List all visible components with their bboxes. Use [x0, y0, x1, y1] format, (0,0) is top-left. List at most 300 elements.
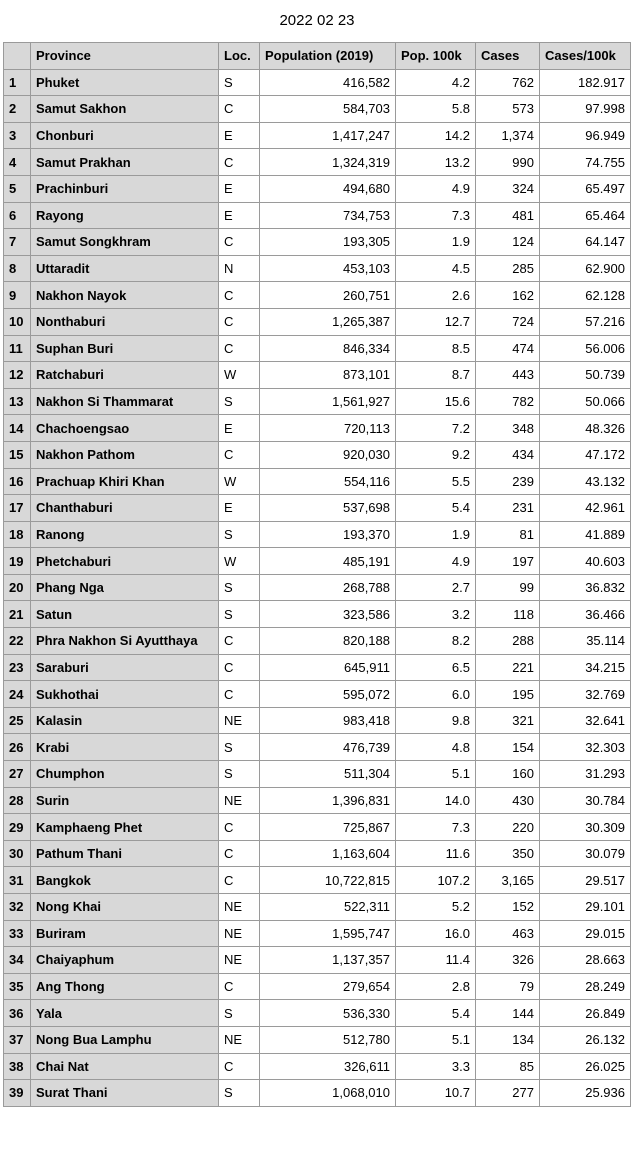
province-name: Ang Thong	[31, 973, 219, 1000]
cases: 152	[476, 894, 540, 921]
row-index: 35	[4, 973, 31, 1000]
cases-per-100k: 50.739	[540, 362, 631, 389]
region-loc: E	[219, 202, 260, 229]
population: 1,324,319	[260, 149, 396, 176]
cases: 288	[476, 628, 540, 655]
row-index: 34	[4, 947, 31, 974]
table-row	[4, 495, 631, 522]
population: 453,103	[260, 255, 396, 282]
population: 734,753	[260, 202, 396, 229]
table-row	[4, 521, 631, 548]
pop-100k: 4.5	[396, 255, 476, 282]
cases-per-100k: 62.900	[540, 255, 631, 282]
population: 193,370	[260, 521, 396, 548]
table-row	[4, 335, 631, 362]
province-name: Saraburi	[31, 654, 219, 681]
population: 193,305	[260, 229, 396, 256]
population: 846,334	[260, 335, 396, 362]
row-index: 15	[4, 441, 31, 468]
pop-100k: 8.5	[396, 335, 476, 362]
cases-per-100k: 57.216	[540, 308, 631, 335]
region-loc: C	[219, 973, 260, 1000]
cases: 154	[476, 734, 540, 761]
cases: 195	[476, 681, 540, 708]
row-index: 21	[4, 601, 31, 628]
table-row	[4, 1080, 631, 1107]
region-loc: W	[219, 548, 260, 575]
region-loc: S	[219, 69, 260, 96]
province-name: Chonburi	[31, 122, 219, 149]
row-index: 9	[4, 282, 31, 309]
province-name: Chaiyaphum	[31, 947, 219, 974]
population: 983,418	[260, 707, 396, 734]
row-index: 5	[4, 175, 31, 202]
row-index: 29	[4, 814, 31, 841]
table-row	[4, 1053, 631, 1080]
province-name: Ratchaburi	[31, 362, 219, 389]
row-index: 14	[4, 415, 31, 442]
row-index: 38	[4, 1053, 31, 1080]
table-row	[4, 1026, 631, 1053]
table-row	[4, 867, 631, 894]
pop-100k: 5.1	[396, 1026, 476, 1053]
table-row	[4, 149, 631, 176]
population: 725,867	[260, 814, 396, 841]
cases-per-100k: 43.132	[540, 468, 631, 495]
cases-per-100k: 32.641	[540, 707, 631, 734]
cases: 124	[476, 229, 540, 256]
cases: 239	[476, 468, 540, 495]
table-row	[4, 814, 631, 841]
row-index: 1	[4, 69, 31, 96]
province-name: Pathum Thani	[31, 840, 219, 867]
pop-100k: 5.1	[396, 761, 476, 788]
cases-per-100k: 28.249	[540, 973, 631, 1000]
pop-100k: 14.2	[396, 122, 476, 149]
province-name: Nakhon Si Thammarat	[31, 388, 219, 415]
table-row	[4, 255, 631, 282]
row-index: 7	[4, 229, 31, 256]
region-loc: S	[219, 601, 260, 628]
region-loc: NE	[219, 920, 260, 947]
population: 720,113	[260, 415, 396, 442]
pop-100k: 107.2	[396, 867, 476, 894]
region-loc: E	[219, 175, 260, 202]
population: 326,611	[260, 1053, 396, 1080]
region-loc: E	[219, 415, 260, 442]
table-row	[4, 548, 631, 575]
population: 536,330	[260, 1000, 396, 1027]
cases-per-100k: 30.079	[540, 840, 631, 867]
pop-100k: 4.9	[396, 548, 476, 575]
table-row	[4, 920, 631, 947]
cases-per-100k: 62.128	[540, 282, 631, 309]
population: 1,595,747	[260, 920, 396, 947]
region-loc: C	[219, 681, 260, 708]
province-name: Surat Thani	[31, 1080, 219, 1107]
pop-100k: 5.5	[396, 468, 476, 495]
pop-100k: 5.8	[396, 96, 476, 123]
header-index	[4, 43, 31, 70]
pop-100k: 11.6	[396, 840, 476, 867]
row-index: 16	[4, 468, 31, 495]
pop-100k: 12.7	[396, 308, 476, 335]
pop-100k: 10.7	[396, 1080, 476, 1107]
cases-per-100k: 25.936	[540, 1080, 631, 1107]
population: 595,072	[260, 681, 396, 708]
cases-per-100k: 182.917	[540, 69, 631, 96]
province-name: Phetchaburi	[31, 548, 219, 575]
row-index: 19	[4, 548, 31, 575]
region-loc: NE	[219, 1026, 260, 1053]
table-row	[4, 388, 631, 415]
table-row	[4, 734, 631, 761]
table-row	[4, 947, 631, 974]
pop-100k: 4.2	[396, 69, 476, 96]
table-row	[4, 601, 631, 628]
province-name: Nakhon Pathom	[31, 441, 219, 468]
region-loc: NE	[219, 947, 260, 974]
row-index: 33	[4, 920, 31, 947]
cases-per-100k: 34.215	[540, 654, 631, 681]
row-index: 6	[4, 202, 31, 229]
region-loc: S	[219, 521, 260, 548]
row-index: 20	[4, 574, 31, 601]
row-index: 22	[4, 628, 31, 655]
province-name: Bangkok	[31, 867, 219, 894]
cases: 350	[476, 840, 540, 867]
row-index: 10	[4, 308, 31, 335]
region-loc: N	[219, 255, 260, 282]
province-name: Samut Prakhan	[31, 149, 219, 176]
cases-per-100k: 36.832	[540, 574, 631, 601]
table-row	[4, 654, 631, 681]
province-name: Suphan Buri	[31, 335, 219, 362]
province-name: Nonthaburi	[31, 308, 219, 335]
region-loc: S	[219, 1000, 260, 1027]
province-name: Samut Songkhram	[31, 229, 219, 256]
row-index: 2	[4, 96, 31, 123]
province-name: Chai Nat	[31, 1053, 219, 1080]
cases: 3,165	[476, 867, 540, 894]
population: 485,191	[260, 548, 396, 575]
cases-per-100k: 47.172	[540, 441, 631, 468]
table-row	[4, 681, 631, 708]
row-index: 11	[4, 335, 31, 362]
cases-per-100k: 30.784	[540, 787, 631, 814]
province-name: Yala	[31, 1000, 219, 1027]
province-name: Kalasin	[31, 707, 219, 734]
table-row	[4, 229, 631, 256]
region-loc: C	[219, 867, 260, 894]
cases: 762	[476, 69, 540, 96]
population: 476,739	[260, 734, 396, 761]
row-index: 37	[4, 1026, 31, 1053]
cases: 81	[476, 521, 540, 548]
cases-per-100k: 96.949	[540, 122, 631, 149]
row-index: 3	[4, 122, 31, 149]
table-row	[4, 415, 631, 442]
cases-per-100k: 28.663	[540, 947, 631, 974]
cases-per-100k: 29.101	[540, 894, 631, 921]
table-row	[4, 787, 631, 814]
row-index: 24	[4, 681, 31, 708]
region-loc: C	[219, 149, 260, 176]
table-row	[4, 468, 631, 495]
population: 820,188	[260, 628, 396, 655]
row-index: 39	[4, 1080, 31, 1107]
cases: 277	[476, 1080, 540, 1107]
cases: 118	[476, 601, 540, 628]
table-row	[4, 175, 631, 202]
region-loc: C	[219, 1053, 260, 1080]
population: 1,137,357	[260, 947, 396, 974]
cases-per-100k: 42.961	[540, 495, 631, 522]
province-name: Samut Sakhon	[31, 96, 219, 123]
header-province: Province	[31, 43, 219, 70]
region-loc: C	[219, 96, 260, 123]
cases-per-100k: 65.497	[540, 175, 631, 202]
table-row	[4, 1000, 631, 1027]
population: 511,304	[260, 761, 396, 788]
cases: 160	[476, 761, 540, 788]
region-loc: C	[219, 654, 260, 681]
population: 1,163,604	[260, 840, 396, 867]
row-index: 28	[4, 787, 31, 814]
cases-per-100k: 26.132	[540, 1026, 631, 1053]
cases: 443	[476, 362, 540, 389]
cases: 144	[476, 1000, 540, 1027]
population: 1,396,831	[260, 787, 396, 814]
province-name: Kamphaeng Phet	[31, 814, 219, 841]
population: 323,586	[260, 601, 396, 628]
pop-100k: 6.0	[396, 681, 476, 708]
row-index: 12	[4, 362, 31, 389]
row-index: 13	[4, 388, 31, 415]
cases: 197	[476, 548, 540, 575]
pop-100k: 9.2	[396, 441, 476, 468]
province-cases-table	[3, 42, 631, 1107]
region-loc: NE	[219, 787, 260, 814]
cases-per-100k: 29.015	[540, 920, 631, 947]
region-loc: C	[219, 840, 260, 867]
population: 522,311	[260, 894, 396, 921]
pop-100k: 11.4	[396, 947, 476, 974]
table-row	[4, 574, 631, 601]
population: 1,561,927	[260, 388, 396, 415]
table-row	[4, 122, 631, 149]
cases-per-100k: 32.303	[540, 734, 631, 761]
cases: 1,374	[476, 122, 540, 149]
cases: 231	[476, 495, 540, 522]
region-loc: C	[219, 814, 260, 841]
table-row	[4, 282, 631, 309]
region-loc: NE	[219, 707, 260, 734]
region-loc: E	[219, 122, 260, 149]
table-row	[4, 308, 631, 335]
cases-per-100k: 97.998	[540, 96, 631, 123]
population: 554,116	[260, 468, 396, 495]
pop-100k: 14.0	[396, 787, 476, 814]
population: 494,680	[260, 175, 396, 202]
population: 279,654	[260, 973, 396, 1000]
population: 537,698	[260, 495, 396, 522]
province-name: Uttaradit	[31, 255, 219, 282]
cases: 326	[476, 947, 540, 974]
region-loc: W	[219, 362, 260, 389]
cases-per-100k: 30.309	[540, 814, 631, 841]
region-loc: NE	[219, 894, 260, 921]
cases: 321	[476, 707, 540, 734]
cases: 220	[476, 814, 540, 841]
pop-100k: 5.2	[396, 894, 476, 921]
row-index: 23	[4, 654, 31, 681]
pop-100k: 5.4	[396, 1000, 476, 1027]
population: 645,911	[260, 654, 396, 681]
province-name: Sukhothai	[31, 681, 219, 708]
cases: 990	[476, 149, 540, 176]
pop-100k: 1.9	[396, 521, 476, 548]
cases: 79	[476, 973, 540, 1000]
header-population: Population (2019)	[260, 43, 396, 70]
cases: 481	[476, 202, 540, 229]
pop-100k: 2.7	[396, 574, 476, 601]
cases: 474	[476, 335, 540, 362]
table-row	[4, 840, 631, 867]
cases: 782	[476, 388, 540, 415]
pop-100k: 6.5	[396, 654, 476, 681]
population: 873,101	[260, 362, 396, 389]
pop-100k: 13.2	[396, 149, 476, 176]
row-index: 26	[4, 734, 31, 761]
row-index: 31	[4, 867, 31, 894]
cases-per-100k: 29.517	[540, 867, 631, 894]
region-loc: C	[219, 229, 260, 256]
pop-100k: 1.9	[396, 229, 476, 256]
header-cases: Cases	[476, 43, 540, 70]
pop-100k: 5.4	[396, 495, 476, 522]
cases-per-100k: 31.293	[540, 761, 631, 788]
region-loc: C	[219, 282, 260, 309]
pop-100k: 8.2	[396, 628, 476, 655]
pop-100k: 7.2	[396, 415, 476, 442]
table-row	[4, 894, 631, 921]
province-name: Rayong	[31, 202, 219, 229]
row-index: 25	[4, 707, 31, 734]
province-name: Chumphon	[31, 761, 219, 788]
table-row	[4, 96, 631, 123]
cases-per-100k: 41.889	[540, 521, 631, 548]
population: 1,265,387	[260, 308, 396, 335]
header-pop-100k: Pop. 100k	[396, 43, 476, 70]
cases-per-100k: 48.326	[540, 415, 631, 442]
table-row	[4, 973, 631, 1000]
province-name: Prachuap Khiri Khan	[31, 468, 219, 495]
cases: 99	[476, 574, 540, 601]
population: 268,788	[260, 574, 396, 601]
population: 416,582	[260, 69, 396, 96]
population: 920,030	[260, 441, 396, 468]
cases: 221	[476, 654, 540, 681]
table-row	[4, 707, 631, 734]
province-name: Phuket	[31, 69, 219, 96]
cases-per-100k: 40.603	[540, 548, 631, 575]
cases-per-100k: 26.849	[540, 1000, 631, 1027]
region-loc: C	[219, 335, 260, 362]
region-loc: W	[219, 468, 260, 495]
pop-100k: 4.9	[396, 175, 476, 202]
pop-100k: 2.6	[396, 282, 476, 309]
table-header-row	[4, 43, 631, 70]
population: 1,068,010	[260, 1080, 396, 1107]
province-name: Chanthaburi	[31, 495, 219, 522]
cases: 463	[476, 920, 540, 947]
cases: 162	[476, 282, 540, 309]
population: 10,722,815	[260, 867, 396, 894]
province-name: Surin	[31, 787, 219, 814]
page-title: 2022 02 23	[279, 12, 355, 29]
region-loc: S	[219, 734, 260, 761]
region-loc: C	[219, 308, 260, 335]
cases-per-100k: 64.147	[540, 229, 631, 256]
region-loc: S	[219, 761, 260, 788]
cases: 324	[476, 175, 540, 202]
population: 584,703	[260, 96, 396, 123]
header-loc: Loc.	[219, 43, 260, 70]
cases-per-100k: 36.466	[540, 601, 631, 628]
province-name: Nong Bua Lamphu	[31, 1026, 219, 1053]
province-name: Buriram	[31, 920, 219, 947]
cases-per-100k: 74.755	[540, 149, 631, 176]
province-name: Phang Nga	[31, 574, 219, 601]
region-loc: S	[219, 574, 260, 601]
pop-100k: 2.8	[396, 973, 476, 1000]
cases: 285	[476, 255, 540, 282]
table-row	[4, 69, 631, 96]
cases-per-100k: 50.066	[540, 388, 631, 415]
cases: 348	[476, 415, 540, 442]
cases-per-100k: 32.769	[540, 681, 631, 708]
cases-per-100k: 35.114	[540, 628, 631, 655]
province-name: Ranong	[31, 521, 219, 548]
pop-100k: 16.0	[396, 920, 476, 947]
province-name: Satun	[31, 601, 219, 628]
pop-100k: 4.8	[396, 734, 476, 761]
pop-100k: 15.6	[396, 388, 476, 415]
region-loc: S	[219, 388, 260, 415]
pop-100k: 8.7	[396, 362, 476, 389]
row-index: 4	[4, 149, 31, 176]
population: 260,751	[260, 282, 396, 309]
table-row	[4, 628, 631, 655]
cases: 85	[476, 1053, 540, 1080]
population: 512,780	[260, 1026, 396, 1053]
region-loc: E	[219, 495, 260, 522]
pop-100k: 9.8	[396, 707, 476, 734]
row-index: 27	[4, 761, 31, 788]
province-name: Krabi	[31, 734, 219, 761]
row-index: 32	[4, 894, 31, 921]
row-index: 30	[4, 840, 31, 867]
cases: 134	[476, 1026, 540, 1053]
header-cases-per-100k: Cases/100k	[540, 43, 631, 70]
region-loc: S	[219, 1080, 260, 1107]
province-name: Phra Nakhon Si Ayutthaya	[31, 628, 219, 655]
row-index: 17	[4, 495, 31, 522]
table-row	[4, 441, 631, 468]
cases-per-100k: 26.025	[540, 1053, 631, 1080]
pop-100k: 3.3	[396, 1053, 476, 1080]
